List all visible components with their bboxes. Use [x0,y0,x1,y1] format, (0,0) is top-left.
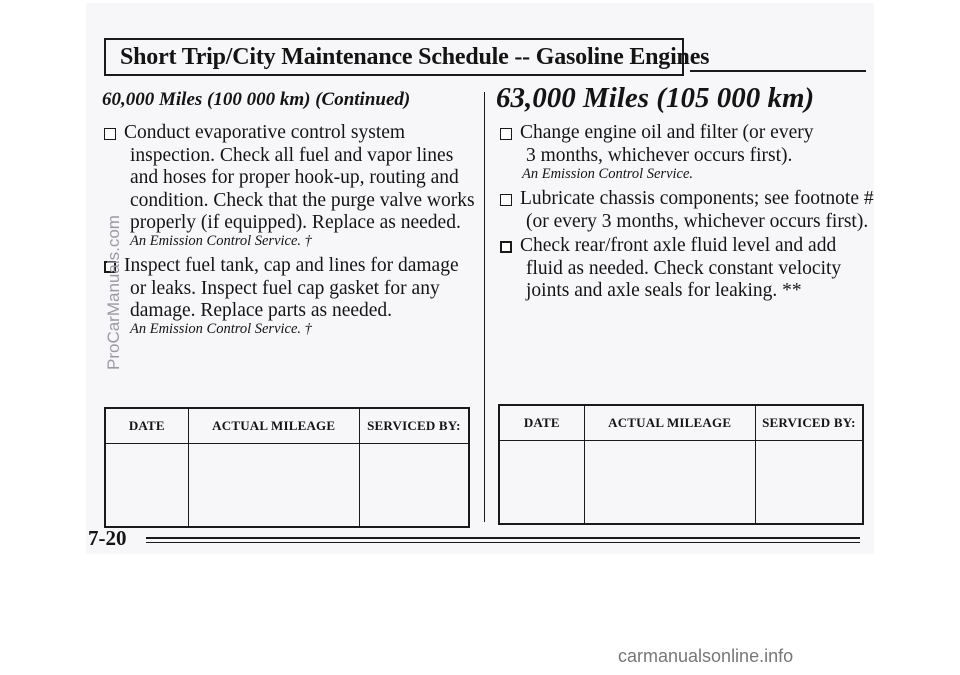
col-serviced-by: SERVICED BY: [755,405,863,441]
side-watermark: ProCarManuals.com [104,215,123,370]
emission-note: An Emission Control Service. † [130,233,312,249]
item-text: (or every 3 months, whichever occurs first). [526,210,869,232]
item-text: properly (if equipped). Replace as needed. [130,212,461,233]
checklist-item [500,122,813,167]
item-text: Change engine oil and filter (or every [520,122,814,143]
column-divider [484,92,485,522]
right-interval-title: 63,000 Miles (105 000 km) [496,82,815,114]
item-text: condition. Check that the purge valve works [130,189,475,211]
mileage-cell[interactable] [584,441,755,525]
serviced-by-cell[interactable] [359,444,469,528]
checkbox-icon[interactable] [500,128,512,140]
section-title: Short Trip/City Maintenance Schedule -- Gasoline Engines [120,43,710,70]
item-text: joints and axle seals for leaking. ** [526,280,802,301]
col-actual-mileage: ACTUAL MILEAGE [584,405,755,441]
item-text: Check rear/front axle fluid level and add [520,235,837,256]
col-date: DATE [499,405,584,441]
checkbox-icon[interactable] [104,128,116,140]
item-text: or leaks. Inspect fuel cap gasket for any [130,277,440,299]
col-date: DATE [105,408,188,444]
footer-rule [146,542,860,543]
item-text: 3 months, whichever occurs first). [526,144,793,166]
service-log-table-right [498,404,864,525]
checkbox-icon[interactable] [500,241,512,253]
item-text: and hoses for proper hook-up, routing and [130,167,459,188]
left-interval-title: 60,000 Miles (100 000 km) (Continued) [102,89,411,110]
page-number: 7-20 [88,526,127,550]
section-header [104,38,710,76]
col-actual-mileage: ACTUAL MILEAGE [188,408,359,444]
item-text: inspection. Check all fuel and vapor lines [130,144,454,166]
service-log-table-left [104,407,470,528]
checkbox-icon[interactable] [500,194,512,206]
bottom-watermark[interactable]: carmanualsonline.info [618,646,794,666]
date-cell[interactable] [499,441,584,525]
col-serviced-by: SERVICED BY: [359,408,469,444]
item-text: Inspect fuel tank, cap and lines for damage [124,255,459,276]
header-rule [690,70,866,72]
date-cell[interactable] [105,444,188,528]
footer-rule [146,537,860,539]
checklist-item [500,188,874,233]
item-text: fluid as needed. Check constant velocity [526,257,842,279]
mileage-cell[interactable] [188,444,359,528]
checklist-item [104,122,475,235]
serviced-by-cell[interactable] [755,441,863,525]
item-text: Lubricate chassis components; see footnote # [520,188,874,209]
item-text: damage. Replace parts as needed. [130,300,393,321]
emission-note: An Emission Control Service. [522,166,694,182]
checklist-item [104,255,459,323]
emission-note: An Emission Control Service. † [130,321,312,337]
checklist-item [500,235,841,303]
item-text: Conduct evaporative control system [124,122,406,143]
